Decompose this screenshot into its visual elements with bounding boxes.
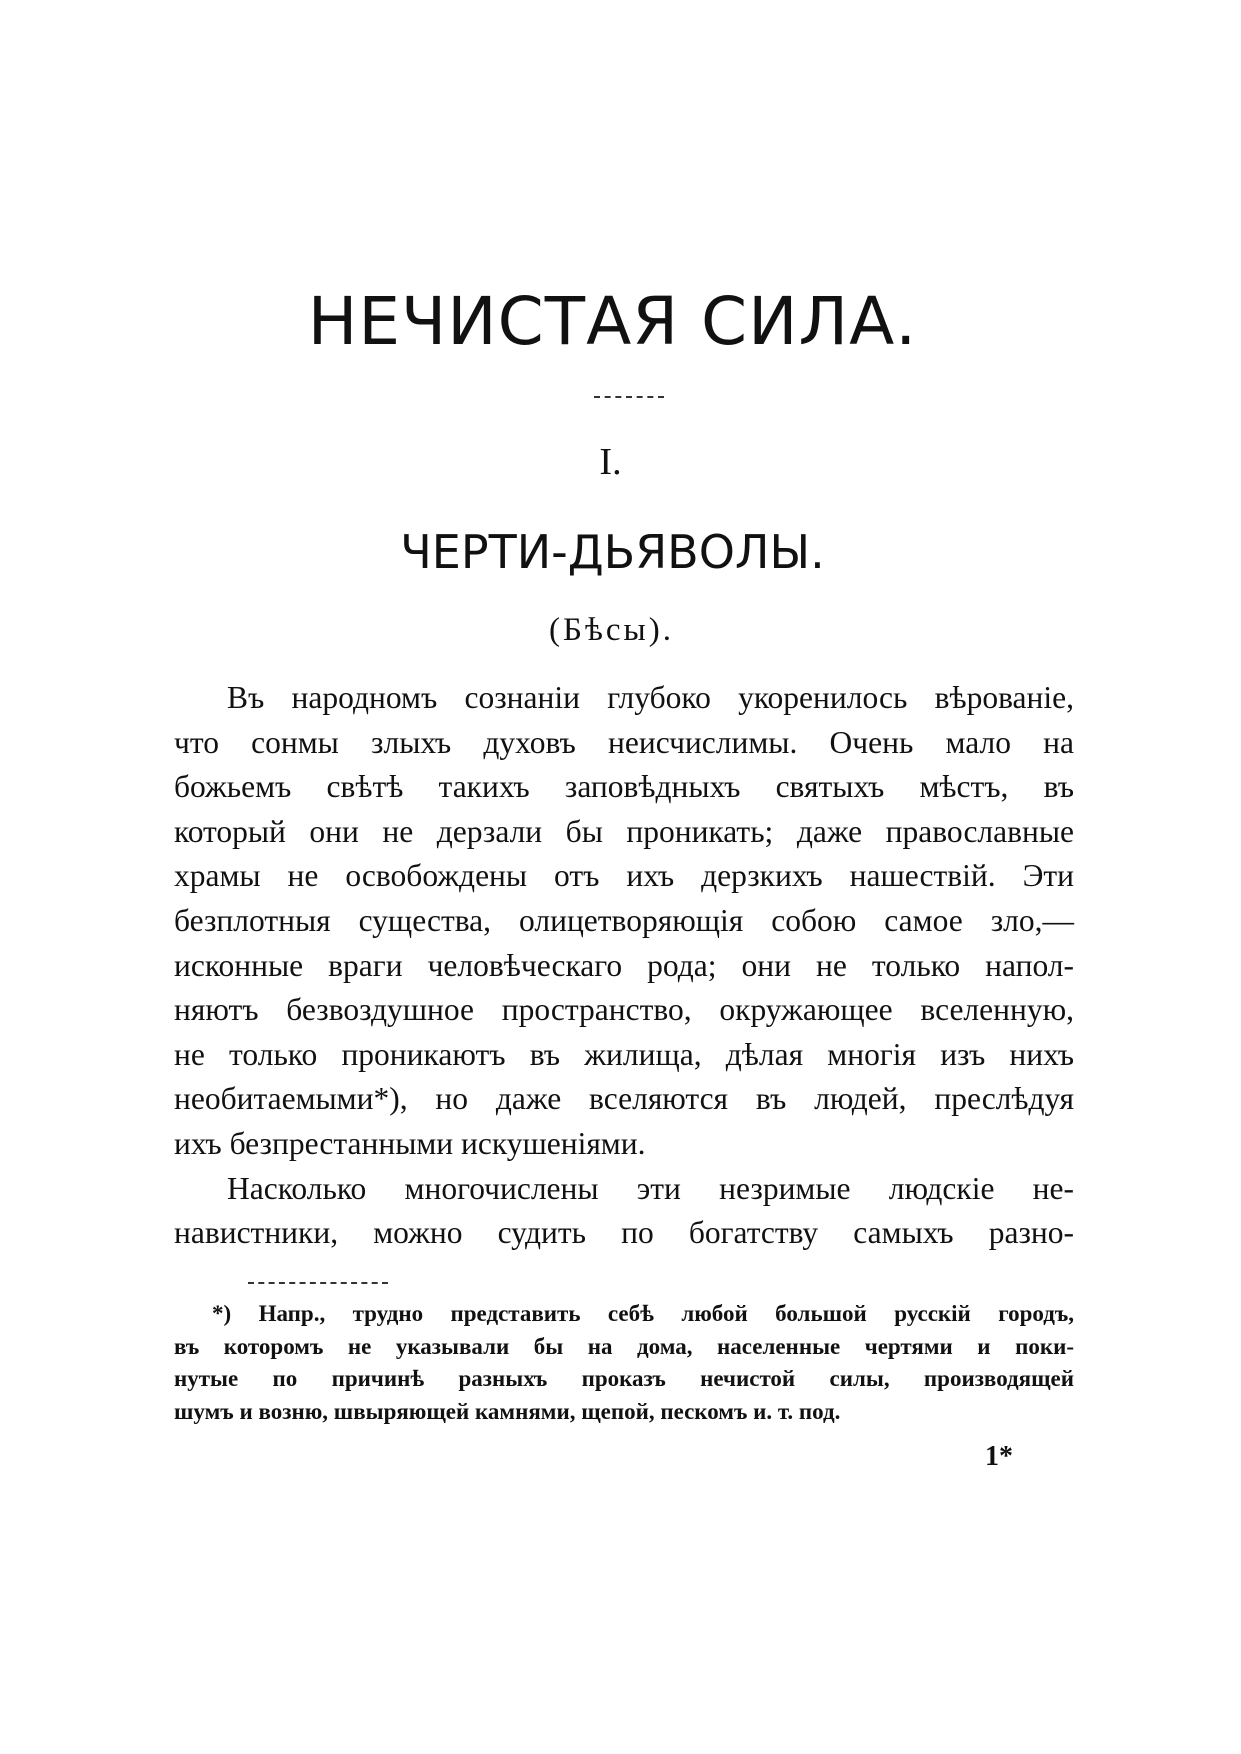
text-line: не только проникаютъ въ жилища, дѣлая многія изъ нихъ xyxy=(174,1036,1074,1072)
footnote xyxy=(174,1298,1074,1428)
text-line: ихъ безпрестанными искушеніями. xyxy=(174,1125,646,1161)
text-line: Въ народномъ сознаніи глубоко укоренилось вѣрованіе, xyxy=(227,680,1074,715)
footnote-line: шумъ и возню, швыряющей камнями, щепой, пескомъ и. т. под. xyxy=(174,1398,841,1424)
paragraph-1 xyxy=(174,676,1074,1167)
text-line: Насколько многочислены эти незримые людскіе не- xyxy=(227,1170,1074,1206)
signature-mark: 1* xyxy=(985,1441,1013,1472)
text-line: необитаемыми*), но даже вселяются въ людей, преслѣдуя xyxy=(174,1081,1074,1117)
text-line: навистники, можно судить по богатству самыхъ разно- xyxy=(174,1215,1074,1251)
text-line: няютъ безвоздушное пространство, окружающее вселенную, xyxy=(174,992,1074,1028)
title-divider xyxy=(594,396,664,398)
footnote-line: *) Напр., трудно представить себѣ любой большой русскій городъ, xyxy=(212,1301,1074,1326)
chapter-title: ЧЕРТИ-ДЬЯВОЛЫ. xyxy=(400,525,825,579)
text-line: который они не дерзали бы проникать; даже православные xyxy=(174,813,1074,849)
chapter-subtitle: (Бѣсы). xyxy=(549,612,674,648)
body-text xyxy=(174,676,1074,1256)
text-line: что сонмы злыхъ духовъ неисчислимы. Очень мало на xyxy=(174,724,1074,760)
chapter-number: I. xyxy=(599,441,622,483)
paragraph-2 xyxy=(174,1167,1074,1256)
footnote-line: въ которомъ не указывали бы на дома, населенные чертями и поки- xyxy=(174,1333,1074,1359)
text-line: исконные враги человѣческаго рода; они не только напол- xyxy=(174,947,1074,983)
footnote-line: нутые по причинѣ разныхъ проказъ нечистой силы, производящей xyxy=(174,1366,1074,1391)
text-line: храмы не освобождены отъ ихъ дерзкихъ нашествій. Эти xyxy=(174,858,1074,894)
text-line: безплотныя существа, олицетворяющія собою самое зло,— xyxy=(174,902,1074,938)
page-title: НЕЧИСТАЯ СИЛА. xyxy=(307,283,918,360)
text-line: божьемъ свѣтѣ такихъ заповѣдныхъ святыхъ мѣстъ, въ xyxy=(174,769,1074,805)
footnote-divider xyxy=(248,1282,388,1284)
